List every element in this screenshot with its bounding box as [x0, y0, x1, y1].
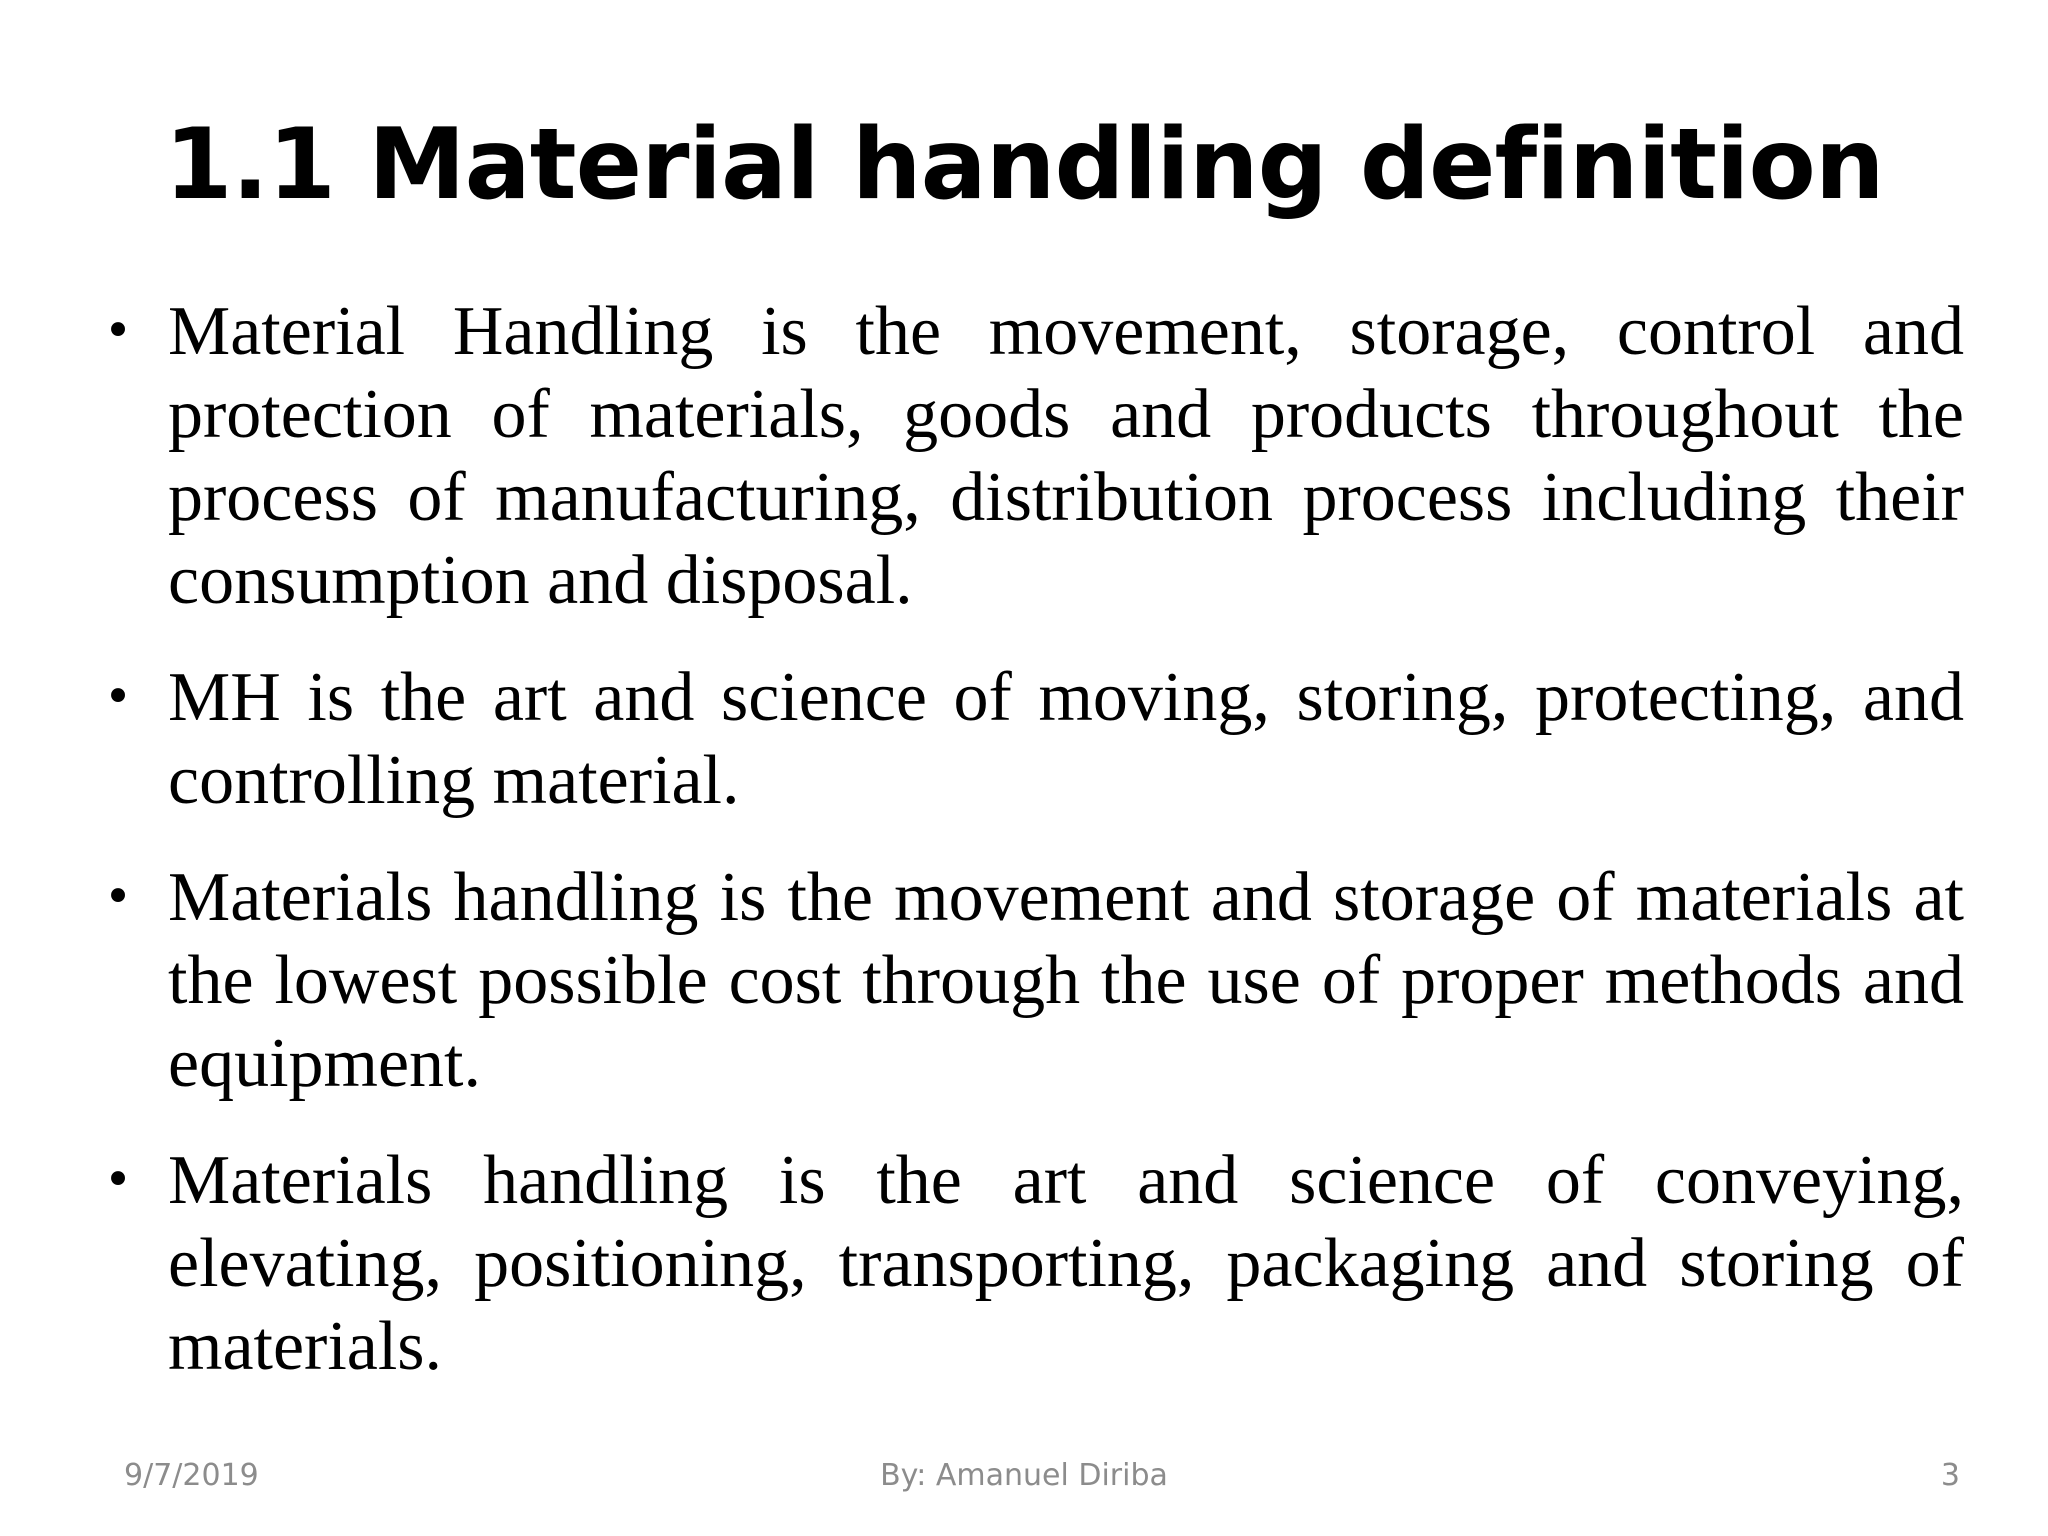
bullet-text: Material Handling is the movement, storage, control and protection of materials, goods and products throughout the process of manufacturing, distribution process including their consumption and disposal. — [168, 293, 1964, 619]
bullet-item — [103, 656, 1964, 822]
footer-page-number: 3 — [1940, 1458, 1960, 1493]
bullet-text: Materials handling is the art and science of conveying, elevating, positioning, transporting, packaging and storing of materials. — [168, 1142, 1964, 1385]
footer-author: By: Amanuel Diriba — [880, 1458, 1168, 1493]
slide-title: 1.1 Material handling definition — [164, 108, 1884, 222]
bullet-icon: • — [103, 303, 133, 359]
bullet-icon: • — [103, 1152, 133, 1208]
bullet-item — [103, 290, 1964, 622]
bullet-icon: • — [103, 869, 133, 925]
bullet-text: MH is the art and science of moving, storing, protecting, and controlling material. — [168, 659, 1964, 819]
bullet-icon: • — [103, 669, 133, 725]
bullet-list — [103, 290, 1964, 1422]
bullet-text: Materials handling is the movement and storage of materials at the lowest possible cost through the use of proper methods and equipment. — [168, 859, 1964, 1102]
footer-date: 9/7/2019 — [124, 1458, 259, 1493]
bullet-item — [103, 1139, 1964, 1388]
bullet-item — [103, 856, 1964, 1105]
